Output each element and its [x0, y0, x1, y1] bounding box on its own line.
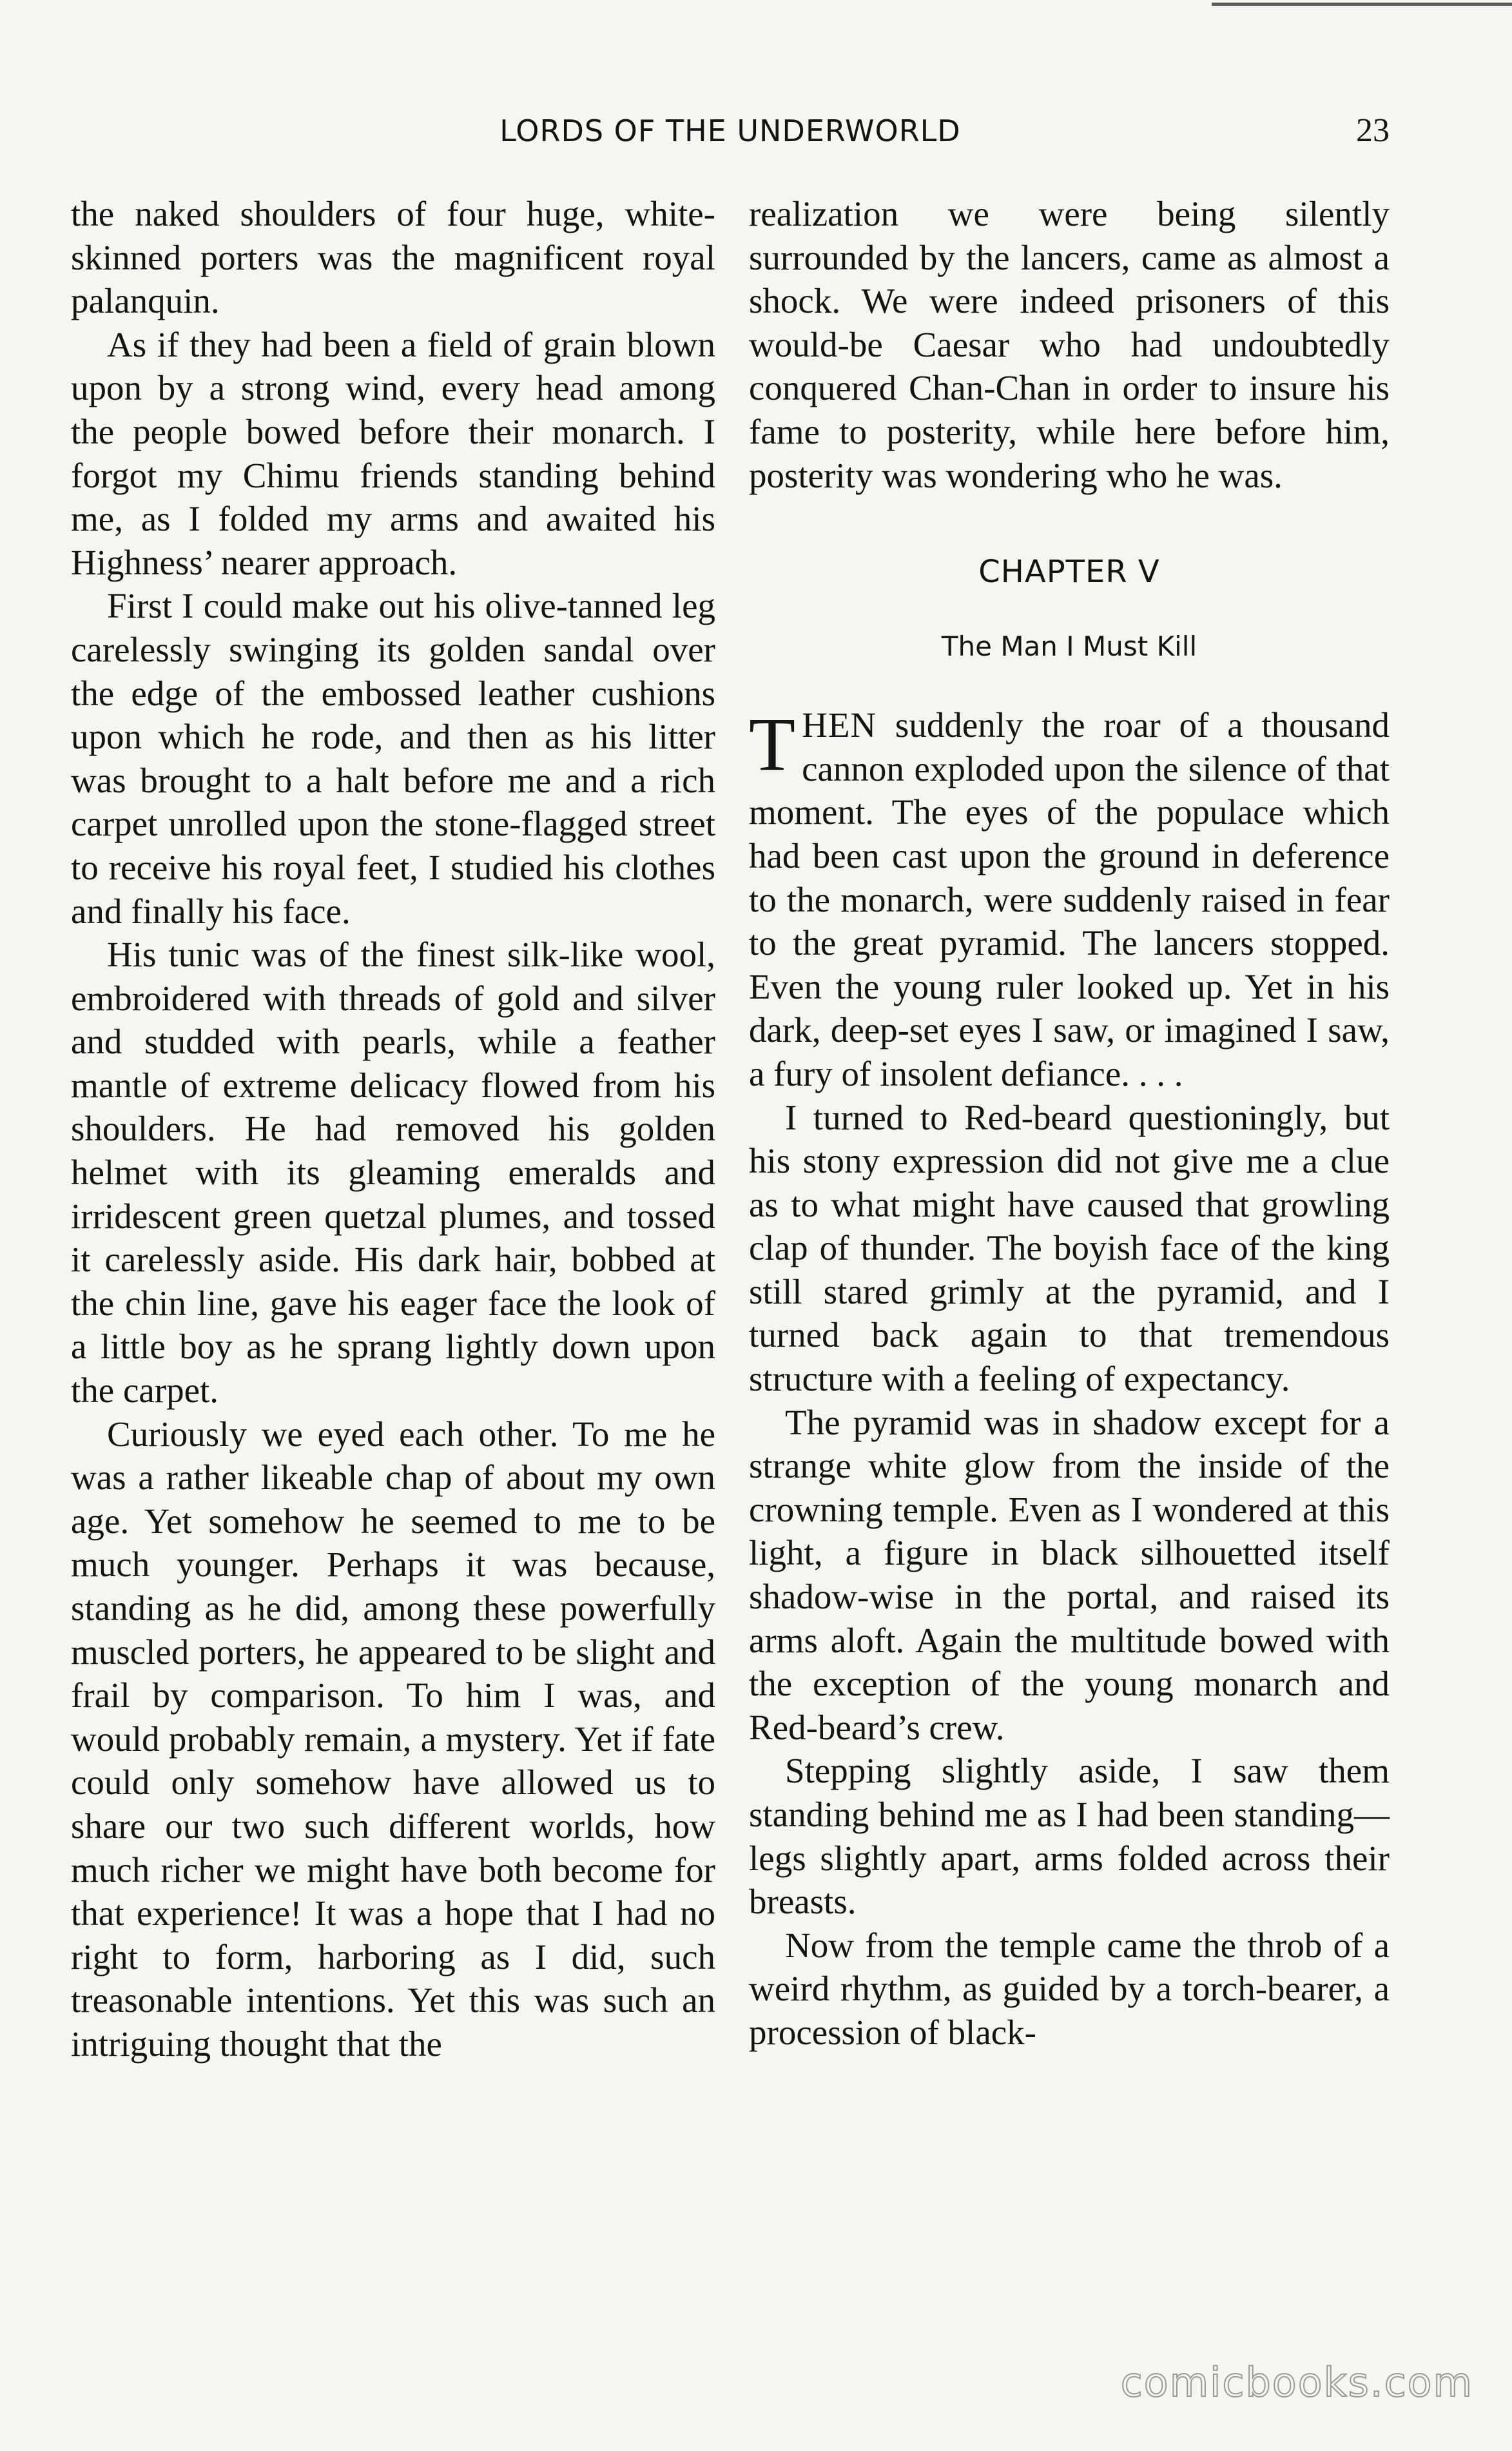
paragraph: I turned to Red-beard questioningly, but his stony expression did not give me a clue as to what might have caused that growling clap of thunder. The boyish face of the king still stared grimly at the pyramid, and I turned back again to that tremendous structure with a feeling of expectancy. [749, 1097, 1390, 1399]
site-watermark: comicbooks.com [1120, 2359, 1473, 2406]
paragraph: the naked shoulders of four huge, white-skinned porters was the magnificent royal palanquin. [71, 194, 715, 321]
right-column [749, 192, 1390, 2055]
running-title: LORDS OF THE UNDERWORLD [499, 113, 961, 148]
opening-paragraph-text: suddenly the roar of a thousand cannon exploded upon the silence of that moment. The eyes of the populace which had been cast upon the ground in deference to the monarch, were suddenly raised in fear to the great pyramid. The lancers stopped. Even the young ruler looked up. Yet in his dark, deep-set eyes I saw, or imagined I saw, a fury of insolent defiance. . . . [749, 705, 1390, 1093]
opening-word-rest: HEN [802, 705, 877, 745]
paragraph: Curiously we eyed each other. To me he was a rather likeable chap of about my own age. Yet somehow he seemed to me to be much younger. Perhaps it was because, standing as he did, among these powerfully muscled porters, he appeared to be slight and frail by comparison. To him I was, and would probably remain, a mystery. Yet if fate could only somehow have allowed us to share our two such different worlds, how much richer we might have both become for that experience! It was a hope that I had no right to form, harboring as I did, such treasonable intentions. Yet this was such an intriguing thought that the [71, 1414, 715, 2064]
chapter-title: The Man I Must Kill [941, 630, 1197, 663]
page-number: 23 [1356, 112, 1390, 149]
paragraph: Stepping slightly aside, I saw them standing behind me as I had been standing—legs slightly apart, arms folded across their breasts. [749, 1751, 1390, 1922]
paragraph: His tunic was of the finest silk-like wool, embroidered with threads of gold and silver and studded with pearls, while a feather mantle of extreme delicacy flowed from his shoulders. He had removed his golden helmet with its gleaming emeralds and irridescent green quetzal plumes, and tossed it carelessly aside. His dark hair, bobbed at the chin line, gave his eager face the look of a little boy as he sprang lightly down upon the carpet. [71, 935, 715, 1411]
paragraph: realization we were being silently surrounded by the lancers, came as almost a shock. We were indeed prisoners of this would-be Caesar who had undoubtedly conquered Chan-Chan in order to insure his fame to posterity, while here before him, posterity was wondering who he was. [749, 194, 1390, 495]
chapter-number: CHAPTER V [978, 554, 1160, 591]
left-column [71, 192, 715, 2066]
paragraph: First I could make out his olive-tanned leg carelessly swinging its golden sandal over the edge of the embossed leather cushions upon which he rode, and then as his litter was brought to a halt before me and a rich carpet unrolled upon the stone-flagged street to receive his royal feet, I studied his clothes and finally his face. [71, 586, 715, 931]
drop-cap: T [749, 702, 796, 787]
paragraph: As if they had been a field of grain blown upon by a strong wind, every head among the people bowed before their monarch. I forgot my Chimu friends standing behind me, as I folded my arms and awaited his Highness’ nearer approach. [71, 324, 715, 582]
top-edge-rule [1212, 3, 1512, 6]
paragraph: Now from the temple came the throb of a weird rhythm, as guided by a torch-bearer, a procession of black- [749, 1925, 1390, 2052]
paragraph: The pyramid was in shadow except for a strange white glow from the inside of the crowning temple. Even as I wondered at this light, a figure in black silhouetted itself shadow-wise in the portal, and raised its arms aloft. Again the multitude bowed with the exception of the young monarch and Red-beard’s crew. [749, 1402, 1390, 1747]
chapter-opening-paragraph [749, 703, 1390, 1095]
running-head [71, 108, 1390, 153]
